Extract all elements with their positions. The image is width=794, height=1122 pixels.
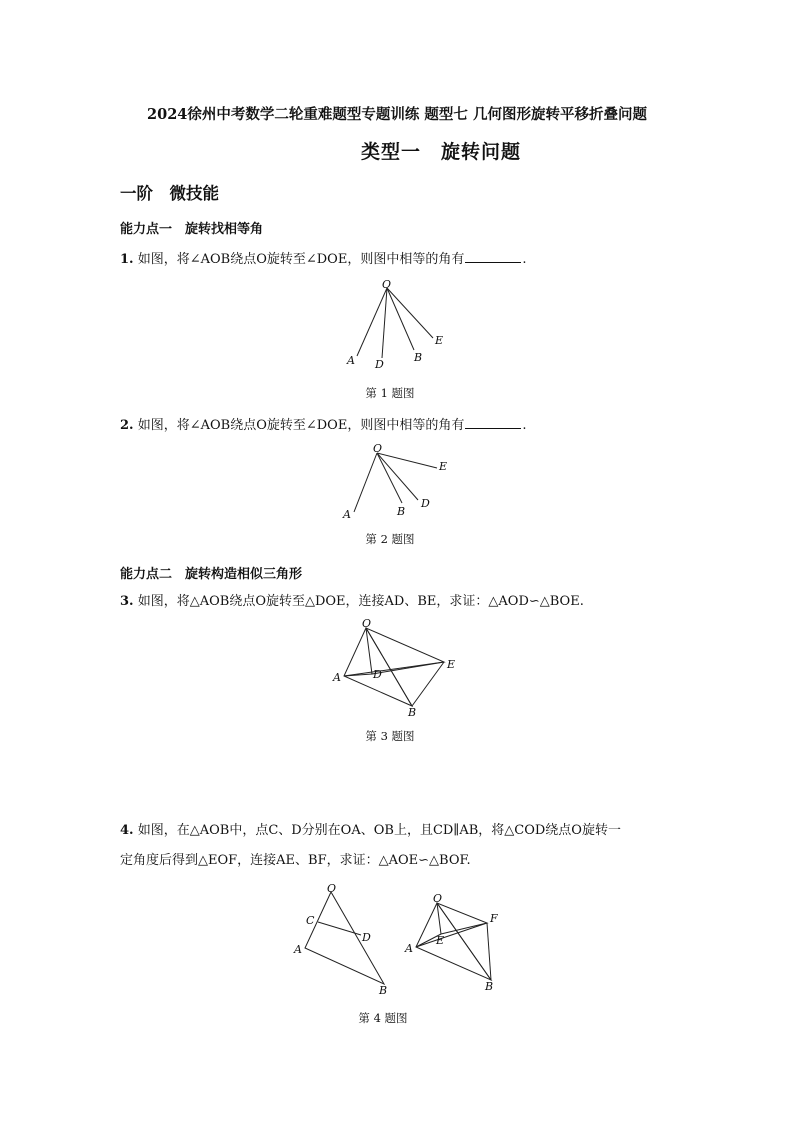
question-number: 3. — [120, 594, 134, 609]
ray-ob — [387, 288, 414, 350]
label-o: O — [373, 442, 383, 455]
figure-3 — [330, 612, 470, 720]
caption-3: 第 3 题图 — [365, 729, 415, 743]
question-text: 如图，将∠AOB绕点O旋转至∠DOE，则图中相等的角有 — [137, 418, 465, 433]
section-heading: 一阶 微技能 — [120, 184, 219, 203]
triangle-aob — [344, 628, 412, 706]
label-o: O — [362, 617, 372, 630]
label-d: D — [421, 497, 430, 510]
ability-point-1: 能力点一 旋转找相等角 — [120, 222, 264, 237]
label-a: A — [343, 508, 351, 521]
segment-bf — [487, 923, 491, 980]
ray-oe — [377, 453, 437, 468]
ray-oe — [387, 288, 433, 338]
label-d: D — [373, 668, 382, 681]
triangle-aob — [305, 892, 384, 984]
label-b: B — [397, 505, 406, 518]
answer-blank — [465, 251, 521, 263]
question-number: 1. — [120, 252, 134, 267]
ray-oa — [354, 453, 377, 512]
question-3 — [120, 594, 584, 609]
question-end: . — [522, 252, 527, 267]
segment-af — [416, 923, 487, 947]
question-text: 如图，将∠AOB绕点O旋转至∠DOE，则图中相等的角有 — [137, 252, 465, 267]
label-f: F — [490, 912, 498, 925]
label-d: D — [375, 358, 384, 371]
label-e: E — [447, 658, 456, 671]
label-b: B — [414, 351, 423, 364]
caption-1: 第 1 题图 — [365, 386, 415, 400]
question-number: 2. — [120, 418, 134, 433]
question-4-line-1 — [120, 823, 621, 838]
question-2 — [120, 417, 526, 433]
label-e: E — [439, 460, 448, 473]
label-d: D — [362, 931, 371, 944]
segment-cd — [318, 922, 361, 935]
label-a: A — [347, 354, 355, 367]
label-c: C — [306, 914, 315, 927]
label-e: E — [436, 934, 445, 947]
triangle-eof — [437, 903, 487, 934]
label-b: B — [485, 980, 494, 993]
question-4-line-2: 定角度后得到△EOF，连接AE、BF，求证：△AOE∽△BOF. — [120, 853, 471, 868]
question-number: 4. — [120, 823, 134, 838]
label-a: A — [333, 671, 341, 684]
label-b: B — [379, 984, 388, 997]
label-o: O — [433, 892, 443, 905]
figure-2 — [335, 440, 465, 525]
question-text: 如图，在△AOB中，点C、D分别在OA、OB上，且CD∥AB，将△COD绕点O旋转一 — [137, 823, 621, 838]
caption-2: 第 2 题图 — [365, 532, 415, 546]
figure-1 — [330, 276, 460, 376]
ability-point-2: 能力点二 旋转构造相似三角形 — [120, 567, 303, 582]
document-title: 2024徐州中考数学二轮重难题型专题训练 题型七 几何图形旋转平移折叠问题 — [147, 106, 647, 123]
label-a: A — [294, 943, 302, 956]
label-e: E — [435, 334, 444, 347]
question-text: 如图，将△AOB绕点O旋转至△DOE，连接AD、BE，求证：△AOD∽△BOE. — [137, 594, 584, 609]
type-title: 类型一 旋转问题 — [360, 141, 521, 163]
answer-blank — [465, 417, 521, 429]
caption-4: 第 4 题图 — [358, 1011, 408, 1025]
question-1 — [120, 251, 526, 267]
label-b: B — [408, 706, 417, 719]
segment-ae — [344, 662, 444, 676]
label-o: O — [327, 882, 337, 895]
segment-be — [412, 662, 444, 706]
label-a: A — [405, 942, 413, 955]
figure-4 — [285, 878, 515, 998]
question-end: . — [522, 418, 527, 433]
label-o: O — [382, 278, 392, 291]
